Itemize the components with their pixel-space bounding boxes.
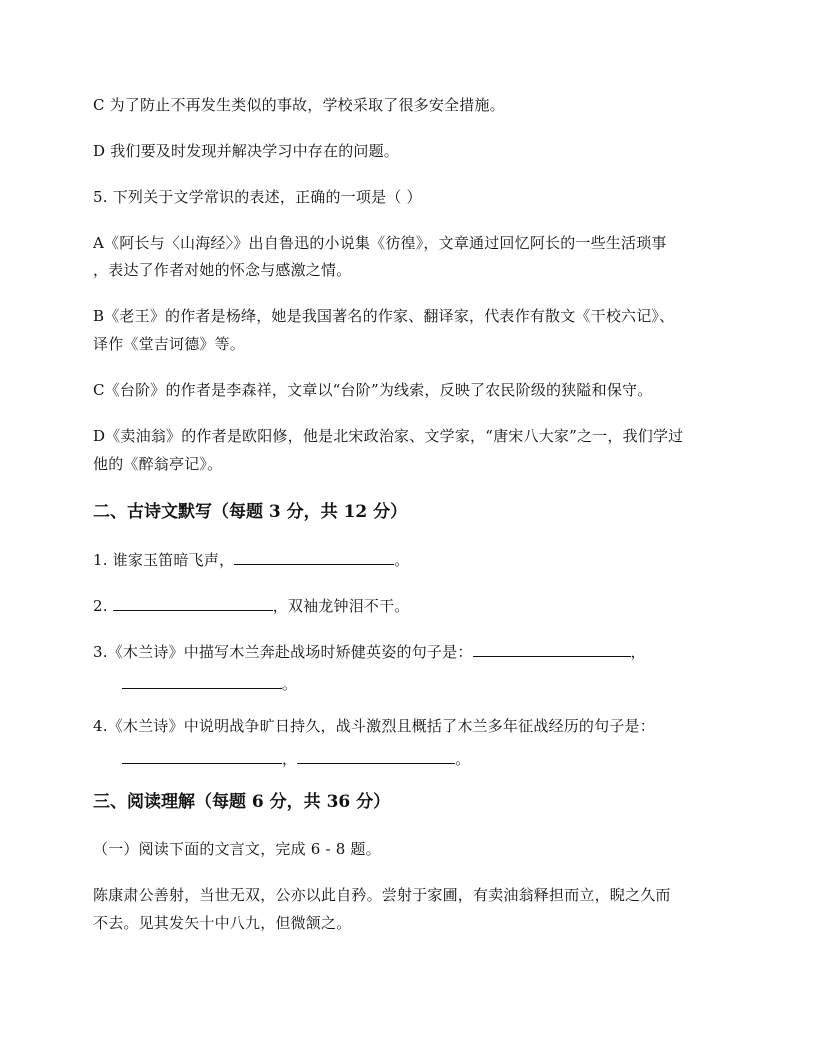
- section2-q3: [93, 641, 646, 662]
- section2-q4: 4.《木兰诗》中说明战争旷日持久，战斗激烈且概括了木兰多年征战经历的句子是：: [93, 717, 655, 735]
- section3-subsection-1: （一）阅读下面的文言文，完成 6 - 8 题。: [93, 840, 381, 858]
- section2-q2-suffix: ，双袖龙钟泪不干。: [272, 597, 410, 615]
- section2-q3-mid: ，: [630, 643, 646, 661]
- passage-line-1: 陈康肃公善射，当世无双，公亦以此自矜。尝射于家圃，有卖油翁释担而立，睨之久而: [93, 886, 671, 904]
- q4-option-c: C 为了防止不再发生类似的事故，学校采取了很多安全措施。: [93, 96, 505, 114]
- section2-q1: [93, 549, 409, 570]
- passage-line-2: 不去。见其发矢十中八九，但微颔之。: [93, 914, 352, 932]
- section2-q1-prefix: 1. 谁家玉笛暗飞声，: [93, 551, 235, 569]
- q4-option-d: D 我们要及时发现并解决学习中存在的问题。: [93, 142, 399, 160]
- answer-blank[interactable]: [122, 748, 282, 764]
- section3-title: 三、阅读理解（每题 6 分，共 36 分）: [93, 792, 391, 812]
- section2-q4-line2: [122, 748, 470, 769]
- q5-stem: 5. 下列关于文学常识的表述，正确的一项是（ ）: [93, 188, 422, 206]
- section2-q4-mid: ，: [282, 750, 298, 768]
- section2-q1-suffix: 。: [394, 551, 410, 569]
- section2-q3-prefix: 3.《木兰诗》中描写木兰奔赴战场时矫健英姿的句子是：: [93, 643, 473, 661]
- section2-title: 二、古诗文默写（每题 3 分，共 12 分）: [93, 502, 408, 522]
- section2-q4-suffix: 。: [455, 750, 471, 768]
- q5-option-a-line2: ，表达了作者对她的怀念与感激之情。: [93, 261, 352, 279]
- q5-option-b-line1: B《老王》的作者是杨绛，她是我国著名的作家、翻译家，代表作有散文《干校六记》、: [93, 307, 675, 325]
- answer-blank[interactable]: [297, 748, 455, 764]
- q5-option-d-line1: D《卖油翁》的作者是欧阳修，他是北宋政治家、文学家，“唐宋八大家”之一，我们学过: [93, 427, 684, 445]
- q5-option-a-line1: A《阿长与〈山海经〉》出自鲁迅的小说集《彷徨》，文章通过回忆阿长的一些生活琐事: [93, 234, 667, 252]
- section2-q2: [93, 595, 410, 616]
- answer-blank[interactable]: [113, 595, 273, 611]
- section2-q3-suffix: 。: [282, 675, 298, 693]
- q5-option-c-line1: C《台阶》的作者是李森祥，文章以“台阶”为线索，反映了农民阶级的狭隘和保守。: [93, 381, 653, 399]
- q5-option-d-line2: 他的《醉翁亭记》。: [93, 455, 223, 473]
- answer-blank[interactable]: [122, 673, 282, 689]
- section2-q2-prefix: 2.: [93, 597, 113, 615]
- answer-blank[interactable]: [234, 549, 394, 565]
- answer-blank[interactable]: [473, 641, 631, 657]
- q5-option-b-line2: 译作《堂吉诃德》等。: [93, 335, 246, 353]
- section2-q3-line2: [122, 673, 297, 694]
